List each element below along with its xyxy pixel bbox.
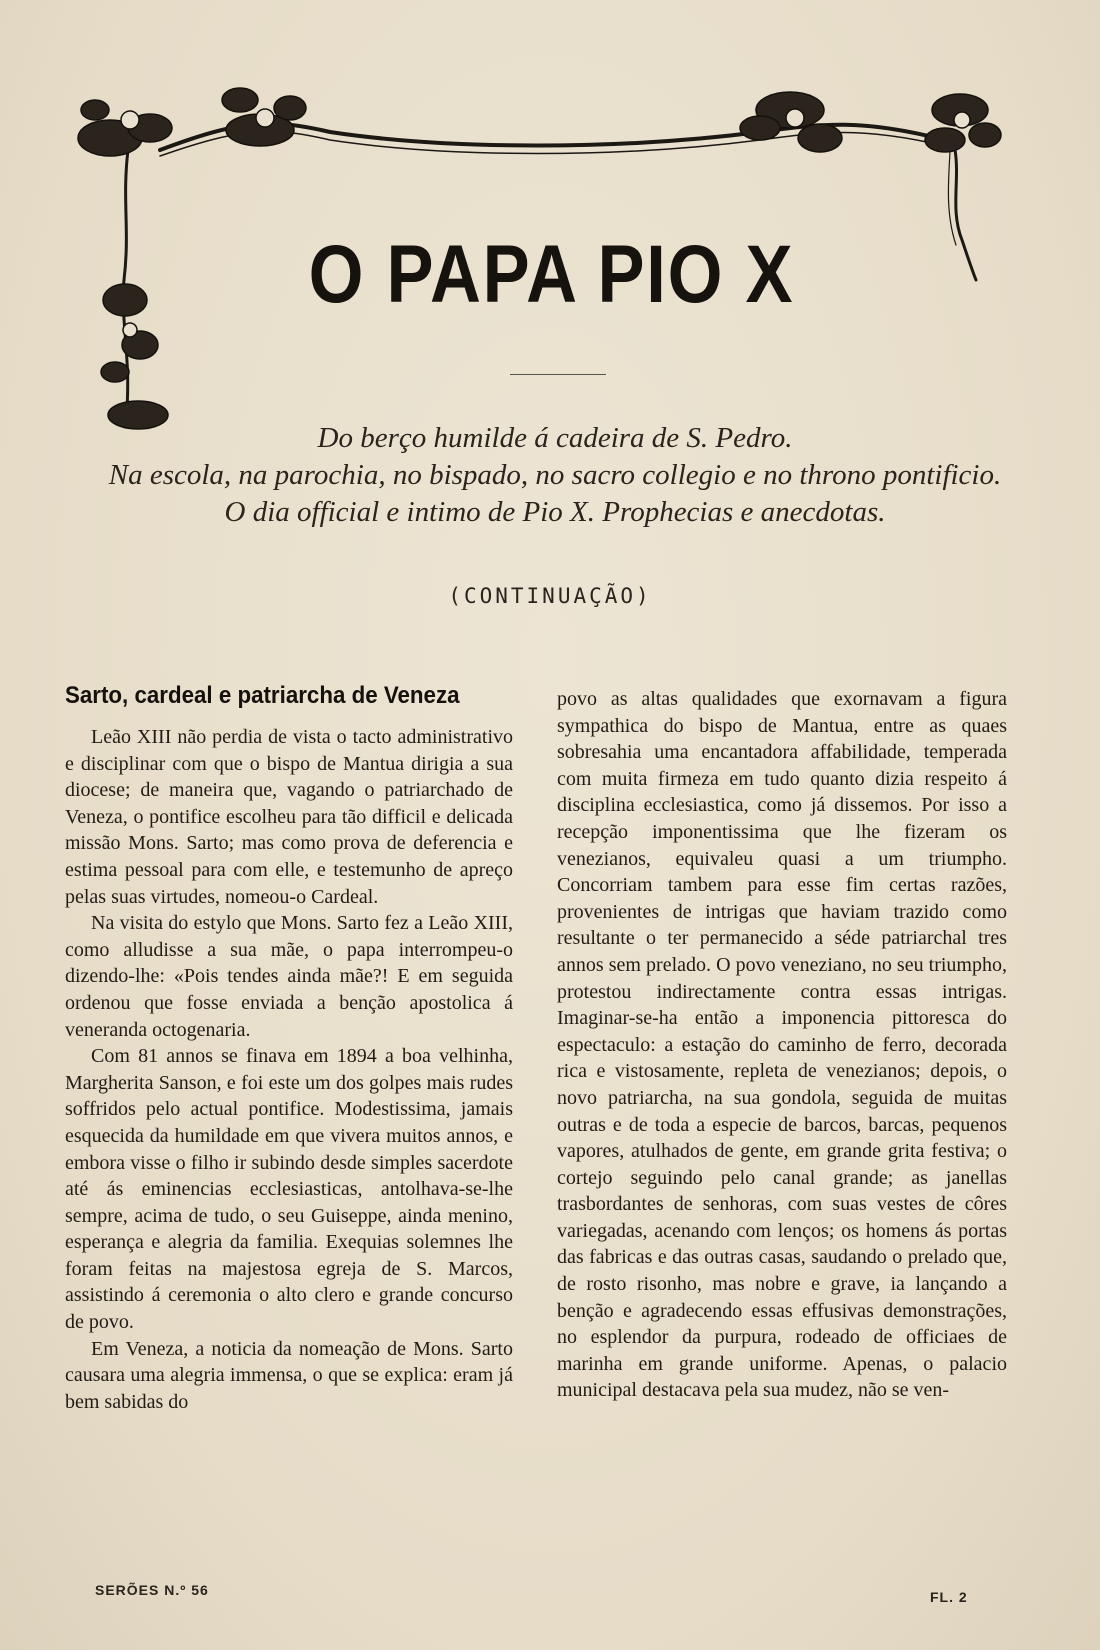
paragraph: Na visita do estylo que Mons. Sarto fez a Leão XIII, como alludisse a sua mãe, o papa interrompeu-o dizendo-lhe: «Pois tendes ainda mãe?! E em seguida ordenou que fosse enviada a benção apostolica á veneranda octogenaria. [65,912,513,1041]
floral-garland-icon [0,0,1100,450]
section-heading: Sarto, cardeal e patriarcha de Veneza [65,682,460,709]
sheet-number: FL. 2 [930,1589,968,1605]
left-column [65,680,513,1415]
issue-number: SERÕES N.º 56 [95,1582,209,1598]
paragraph: Leão XIII não perdia de vista o tacto administrativo e disciplinar com que o bispo de Mantua dirigia a sua diocese; de maneira que, vagando o patriarchado de Veneza, o pontifice escolheu para tão difficil e delicada missão Mons. Sarto; mas como prova de deferencia e estima pessoal para com elle, e testemunho de apreço pelas suas virtudes, nomeou-o Cardeal. [65,726,513,908]
subtitle-line: Do berço humilde á cadeira de S. Pedro. [317,422,793,454]
page-title: O PAPA PIO X [308,229,795,320]
paragraph: Em Veneza, a noticia da nomeação de Mons. Sarto causara uma alegria immensa, o que se explica: eram já bem sabidas do [65,1337,513,1413]
paragraph: povo as altas qualidades que exornavam a figura sympathica do bispo de Mantua, entre as quaes sobresahia uma encantadora affabilidade, temperada com muita firmeza em tudo quanto dizia respeito á disciplina ecclesiastica, como já dissemos. Por isso a recepção imponentissima que lhe fizeram os venezianos, equivaleu quasi a um triumpho. Concorriam tambem para esse fim certas razões, provenientes de intrigas que haviam trazido como resultante o ter permanecido a séde patriarchal tres annos sem prelado. O povo veneziano, no seu triumpho, protestou indirectamente contra essas intrigas. Imaginar-se-ha então a imponencia pittoresca do espectaculo: a estação do caminho de ferro, decorada rica e vistosamente, repleta de venezianos; depois, o novo patriarcha, na sua gondola, seguida de muitas outras e de toda a especie de barcos, barcas, pequenos vapores, atulhados de gente, em grande grita festiva; o cortejo seguindo pelo canal grande; as janellas trasbordantes de senhoras, com suas vestes de côres variegadas, acenando com lenços; os homens ás portas das fabricas e das outras casas, saudando o prelado que, de rosto risonho, mas nobre e grave, ia lançando a benção e agradecendo essas effusivas demonstrações, no esplendor da purpura, rodeado de officiaes de marinha em grande uniforme. Apenas, o palacio municipal destacava pela sua mudez, não se ven- [557,688,1007,1402]
title-divider [510,374,606,375]
paragraph: Com 81 annos se finava em 1894 a boa velhinha, Margherita Sanson, e foi este um dos golpes mais rudes soffridos pelo actual pontifice. Modestissima, jamais esquecida da humildade em que vivera muitos annos, e embora visse o filho ir subindo desde simples sacerdote até ás eminencias ecclesiasticas, antolhava-se-lhe sempre, acima de tudo, o seu Guiseppe, ainda menino, esperança e alegria da familia. Exequias solemnes lhe foram feitas na majestosa egreja de S. Marcos, assistindo á ceremonia o alto clero e grande concurso de povo. [65,1045,513,1334]
subtitle-line: Na escola, na parochia, no bispado, no sacro collegio e no throno pontificio. [108,459,1002,491]
continuation-label: (CONTINUAÇÃO) [448,584,652,608]
subtitle-line: O dia official e intimo de Pio X. Prophecias e anecdotas. [224,496,886,528]
right-column [557,686,1007,1404]
article-subtitle [40,420,1070,531]
